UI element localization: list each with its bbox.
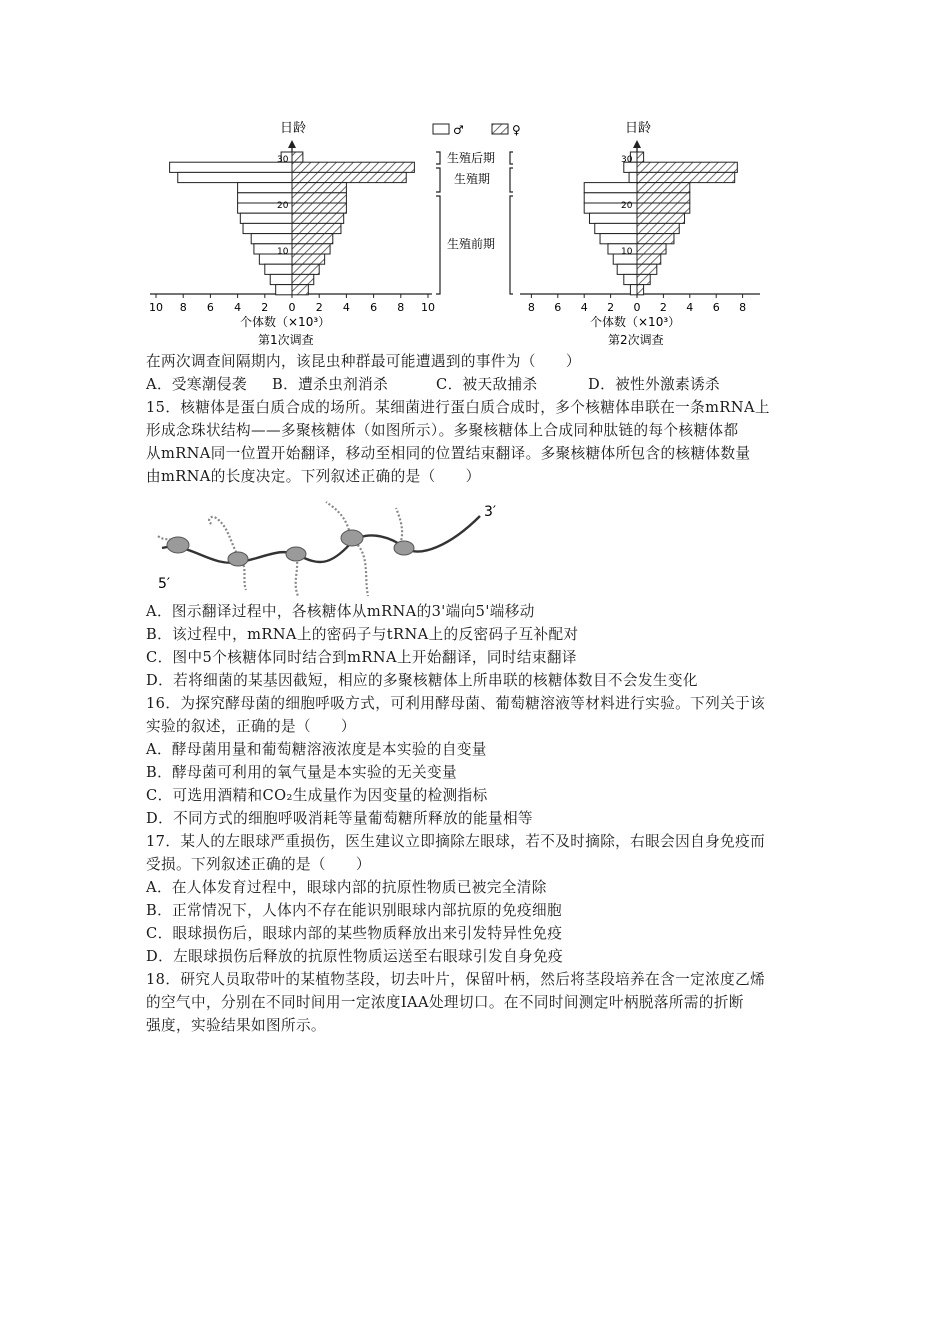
q15-line: 15．核糖体是蛋白质合成的场所。某细菌进行蛋白质合成时，多个核糖体串联在一条mRNA上 bbox=[146, 399, 770, 416]
chart-survey-2 bbox=[520, 120, 760, 347]
right-female-bar bbox=[637, 244, 666, 254]
right-female-bar bbox=[637, 172, 735, 182]
question-17 bbox=[146, 830, 826, 968]
right-female-bar bbox=[637, 203, 690, 213]
left-male-bar bbox=[170, 162, 292, 172]
q17-line: 受损。下列叙述正确的是（ ） bbox=[146, 856, 371, 873]
q17-option-c: C．眼球损伤后，眼球内部的某些物质释放出来引发特异性免疫 bbox=[146, 925, 563, 942]
left-x-tick-label: 2 bbox=[315, 301, 323, 314]
stage-pre: 生殖前期 bbox=[447, 237, 496, 251]
q17-option-b: B．正常情况下，人体内不存在能识别眼球内部抗原的免疫细胞 bbox=[146, 902, 562, 919]
right-male-bar bbox=[624, 274, 637, 284]
q16-option-b: B．酵母菌可利用的氧气量是本实验的无关变量 bbox=[146, 764, 458, 781]
q14-option-b: B．遭杀虫剂消杀 bbox=[272, 376, 389, 393]
left-male-bar bbox=[178, 172, 292, 182]
left-female-bar bbox=[292, 264, 319, 274]
question-18 bbox=[146, 968, 826, 1037]
question-15 bbox=[146, 396, 826, 488]
q14-option-c: C．被天敌捕杀 bbox=[436, 376, 538, 393]
left-x-tick-label: 4 bbox=[342, 301, 350, 314]
q17-option-d: D．左眼球损伤后释放的抗原性物质运送至右眼球引发自身免疫 bbox=[146, 948, 563, 965]
q15-option-c: C．图中5个核糖体同时结合到mRNA上开始翻译，同时结束翻译 bbox=[146, 649, 577, 666]
left-female-bar bbox=[292, 183, 346, 193]
left-x-tick-label: 10 bbox=[149, 301, 163, 314]
right-x-tick-label: 2 bbox=[659, 301, 667, 314]
peptide-chains bbox=[158, 502, 402, 596]
q18-line: 强度，实验结果如图所示。 bbox=[146, 1017, 326, 1034]
right-female-bar bbox=[637, 285, 644, 295]
left-x-tick-label: 8 bbox=[179, 301, 187, 314]
left-x-tick-label: 8 bbox=[397, 301, 405, 314]
left-female-bar bbox=[292, 172, 406, 182]
left-male-bar bbox=[270, 274, 292, 284]
right-male-bar bbox=[629, 172, 637, 182]
ribosome-icon bbox=[167, 537, 189, 553]
right-female-bar bbox=[637, 162, 737, 172]
q14-stem: 在两次调查间隔期内，该昆虫种群最可能遭遇到的事件为（ ） bbox=[146, 353, 581, 370]
q14-option-d: D．被性外激素诱杀 bbox=[588, 376, 721, 393]
left-caption: 第1次调查 bbox=[258, 333, 314, 347]
legend-male: ♂ bbox=[453, 123, 464, 137]
q15-line: 由mRNA的长度决定。下列叙述正确的是（ ） bbox=[146, 468, 481, 485]
left-female-bar bbox=[292, 223, 341, 233]
right-x-label: 个体数（×10³） bbox=[590, 315, 681, 329]
q16-line: 16．为探究酵母菌的细胞呼吸方式，可利用酵母菌、葡萄糖溶液等材料进行实验。下列关于该 bbox=[146, 695, 766, 712]
q15-option-d: D．若将细菌的某基因截短，相应的多聚核糖体上所串联的核糖体数目不会发生变化 bbox=[146, 672, 698, 689]
right-male-bar bbox=[630, 285, 637, 295]
left-female-bar bbox=[292, 203, 346, 213]
right-female-bar bbox=[637, 234, 674, 244]
right-x-tick-label: 4 bbox=[580, 301, 588, 314]
stage-late: 生殖后期 bbox=[447, 151, 496, 165]
q15-line: 形成念珠状结构——多聚核糖体（如图所示）。多聚核糖体上合成同种肽链的每个核糖体都 bbox=[146, 422, 739, 439]
right-female-bar bbox=[637, 213, 685, 223]
right-y-tick: 30 bbox=[621, 155, 633, 165]
label-5-prime: 5′ bbox=[158, 576, 171, 592]
question-15-options bbox=[146, 600, 826, 692]
left-x-tick-label: 0 bbox=[288, 301, 296, 314]
right-x-tick-label: 4 bbox=[686, 301, 694, 314]
left-male-bar bbox=[265, 264, 292, 274]
ribosome-icon bbox=[228, 552, 248, 566]
left-x-label: 个体数（×10³） bbox=[240, 315, 331, 329]
ribosome-icon bbox=[394, 541, 414, 555]
q16-option-c: C．可选用酒精和CO₂生成量作为因变量的检测指标 bbox=[146, 787, 488, 804]
left-female-bar bbox=[292, 193, 346, 203]
q14-options bbox=[146, 373, 826, 396]
question-16 bbox=[146, 692, 826, 830]
left-male-bar bbox=[276, 285, 292, 295]
right-female-bar bbox=[637, 264, 657, 274]
right-female-bar bbox=[637, 254, 661, 264]
age-pyramid-figure bbox=[140, 112, 780, 352]
right-x-tick-label: 2 bbox=[607, 301, 615, 314]
q14-option-a: A．受寒潮侵袭 bbox=[146, 376, 247, 393]
right-x-tick-label: 8 bbox=[739, 301, 747, 314]
right-male-bar bbox=[589, 213, 637, 223]
right-y-axis-label: 日龄 bbox=[625, 121, 652, 136]
left-x-tick-label: 6 bbox=[206, 301, 214, 314]
left-male-bar bbox=[238, 183, 292, 193]
left-y-axis-label: 日龄 bbox=[280, 121, 307, 136]
legend-female: ♀ bbox=[512, 123, 521, 137]
left-x-tick-label: 6 bbox=[370, 301, 378, 314]
right-male-bar bbox=[584, 183, 637, 193]
left-female-bar bbox=[292, 213, 344, 223]
q18-line: 18．研究人员取带叶的某植物茎段，切去叶片，保留叶柄，然后将茎段培养在含一定浓度乙烯 bbox=[146, 971, 766, 988]
left-y-tick: 30 bbox=[277, 155, 289, 165]
q18-line: 的空气中，分别在不同时间用一定浓度IAA处理切口。在不同时间测定叶柄脱落所需的折断 bbox=[146, 994, 744, 1011]
q15-option-b: B．该过程中，mRNA上的密码子与tRNA上的反密码子互补配对 bbox=[146, 626, 579, 643]
q15-line: 从mRNA同一位置开始翻译，移动至相同的位置结束翻译。多聚核糖体所包含的核糖体数量 bbox=[146, 445, 751, 462]
right-female-bar bbox=[637, 183, 690, 193]
label-3-prime: 3′ bbox=[484, 504, 497, 520]
ribosome-icon bbox=[341, 530, 363, 546]
right-y-tick: 20 bbox=[621, 201, 633, 211]
left-y-tick: 20 bbox=[277, 201, 289, 211]
right-female-bar bbox=[637, 152, 644, 162]
left-female-bar bbox=[292, 244, 330, 254]
right-male-bar bbox=[595, 223, 637, 233]
left-x-tick-label: 2 bbox=[261, 301, 269, 314]
q15-option-a: A．图示翻译过程中，各核糖体从mRNA的3'端向5'端移动 bbox=[146, 603, 535, 620]
right-caption: 第2次调查 bbox=[608, 333, 664, 347]
left-female-bar bbox=[292, 152, 303, 162]
q16-option-d: D．不同方式的细胞呼吸消耗等量葡萄糖所释放的能量相等 bbox=[146, 810, 533, 827]
right-female-bar bbox=[637, 223, 679, 233]
right-x-tick-label: 0 bbox=[633, 301, 641, 314]
right-x-tick-label: 6 bbox=[712, 301, 720, 314]
legend bbox=[433, 123, 521, 137]
left-female-bar bbox=[292, 162, 414, 172]
stage-repro: 生殖期 bbox=[454, 172, 491, 186]
right-x-tick-label: 8 bbox=[527, 301, 535, 314]
left-female-bar bbox=[292, 274, 314, 284]
left-female-bar bbox=[292, 254, 325, 264]
question-14-tail bbox=[146, 350, 826, 396]
left-y-tick: 10 bbox=[277, 247, 289, 257]
ribosome-icon bbox=[286, 547, 306, 561]
q16-line: 实验的叙述，正确的是（ ） bbox=[146, 718, 356, 735]
left-x-tick-label: 4 bbox=[234, 301, 242, 314]
q16-option-a: A．酵母菌用量和葡萄糖溶液浓度是本实验的自变量 bbox=[146, 741, 487, 758]
left-x-tick-label: 10 bbox=[421, 301, 435, 314]
left-male-bar bbox=[243, 223, 292, 233]
left-female-bar bbox=[292, 285, 308, 295]
left-female-bar bbox=[292, 234, 333, 244]
q17-option-a: A．在人体发育过程中，眼球内部的抗原性物质已被完全清除 bbox=[146, 879, 547, 896]
left-male-bar bbox=[240, 213, 292, 223]
right-female-bar bbox=[637, 193, 690, 203]
right-y-tick: 10 bbox=[621, 247, 633, 257]
right-male-bar bbox=[600, 234, 637, 244]
right-female-bar bbox=[637, 274, 650, 284]
polyribosome-figure bbox=[150, 496, 520, 600]
right-x-tick-label: 6 bbox=[554, 301, 562, 314]
q17-line: 17．某人的左眼球严重损伤，医生建议立即摘除左眼球，若不及时摘除，右眼会因自身免疫而 bbox=[146, 833, 766, 850]
right-male-bar bbox=[617, 264, 637, 274]
chart-survey-1 bbox=[149, 120, 435, 347]
left-male-bar bbox=[251, 234, 292, 244]
